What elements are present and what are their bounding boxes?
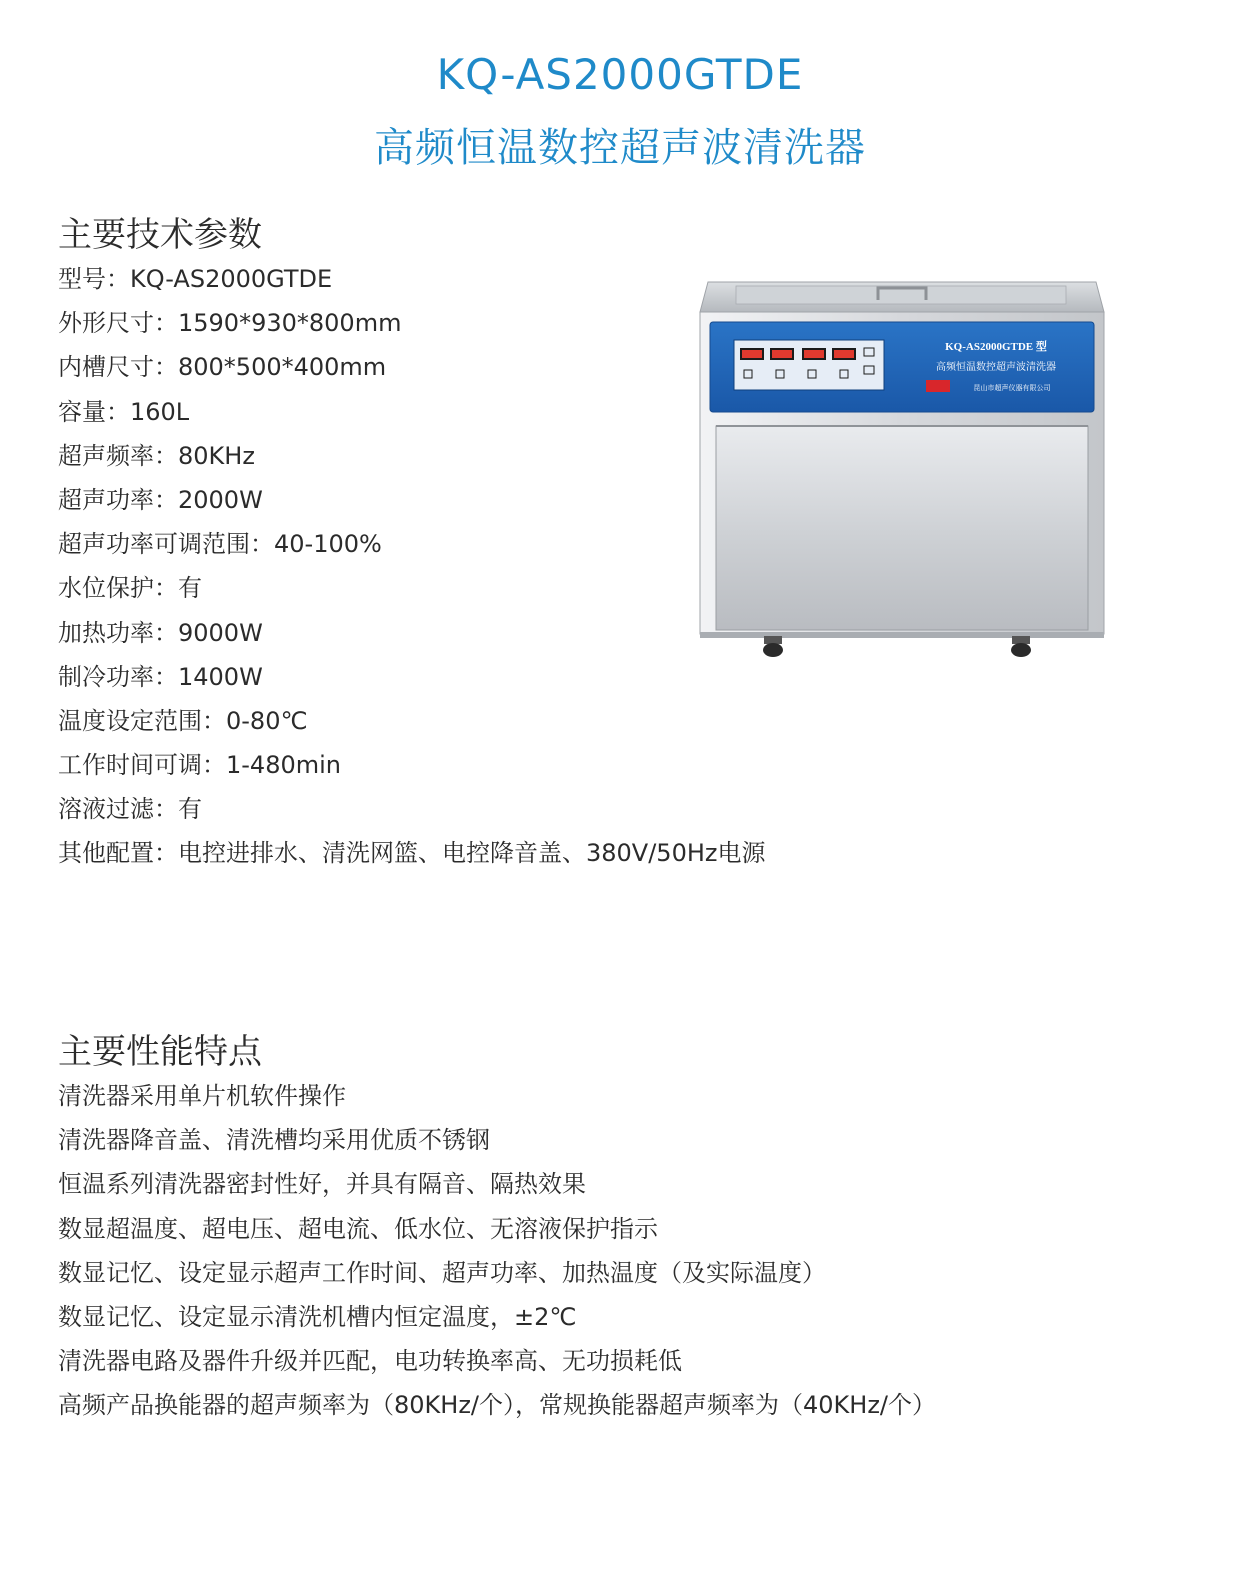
control-panel <box>710 322 1094 412</box>
spec-item: 外形尺寸：1590*930*800mm <box>58 309 402 338</box>
spec-item: 加热功率：9000W <box>58 618 263 647</box>
spec-item: 其他配置：电控进排水、清洗网篮、电控降音盖、380V/50Hz电源 <box>58 839 766 868</box>
feature-item: 数显超温度、超电压、超电流、低水位、无溶液保护指示 <box>58 1214 658 1243</box>
spec-list <box>58 257 766 876</box>
spec-item: 工作时间可调：1-480min <box>58 751 341 780</box>
product-photo <box>694 280 1110 660</box>
spec-item: 水位保护：有 <box>58 574 202 603</box>
panel-company-label: 昆山市超声仪器有限公司 <box>973 384 1051 392</box>
spec-item: 超声功率：2000W <box>58 485 263 514</box>
spec-item: 超声功率可调范围：40-100% <box>58 530 382 559</box>
front-door <box>716 426 1088 630</box>
feature-item: 清洗器电路及器件升级并匹配，电功转换率高、无功损耗低 <box>58 1347 682 1376</box>
feature-item: 恒温系列清洗器密封性好，并具有隔音、隔热效果 <box>58 1170 586 1199</box>
spec-item: 型号：KQ-AS2000GTDE <box>58 265 333 293</box>
specs-heading: 主要技术参数 <box>58 215 262 255</box>
feature-item: 清洗器采用单片机软件操作 <box>58 1082 346 1110</box>
feature-item: 高频产品换能器的超声频率为（80KHz/个），常规换能器超声频率为（40KHz/个） <box>58 1391 937 1420</box>
spec-item: 制冷功率：1400W <box>58 662 263 691</box>
feature-list <box>58 1074 936 1428</box>
spec-item: 溶液过滤：有 <box>58 795 202 824</box>
spec-item: 内槽尺寸：800*500*400mm <box>58 353 387 382</box>
brand-logo-icon <box>926 380 950 392</box>
caster-wheel-right <box>1011 636 1031 657</box>
spec-item: 容量：160L <box>58 397 190 426</box>
spec-item: 超声频率：80KHz <box>58 441 255 470</box>
panel-model-label: KQ-AS2000GTDE 型 <box>945 341 1047 353</box>
feature-item: 数显记忆、设定显示超声工作时间、超声功率、加热温度（及实际温度） <box>58 1258 826 1287</box>
caster-wheel-left <box>763 636 783 657</box>
product-title: 高频恒温数控超声波清洗器 <box>374 125 866 171</box>
model-title: KQ-AS2000GTDE <box>436 50 804 99</box>
base-rail <box>700 632 1104 638</box>
feature-item: 清洗器降音盖、清洗槽均采用优质不锈钢 <box>58 1126 490 1155</box>
spec-item: 温度设定范围：0-80℃ <box>58 706 308 735</box>
panel-name-label: 高频恒温数控超声波清洗器 <box>936 362 1056 373</box>
features-heading: 主要性能特点 <box>58 1032 262 1072</box>
feature-item: 数显记忆、设定显示清洗机槽内恒定温度，±2℃ <box>58 1302 577 1331</box>
